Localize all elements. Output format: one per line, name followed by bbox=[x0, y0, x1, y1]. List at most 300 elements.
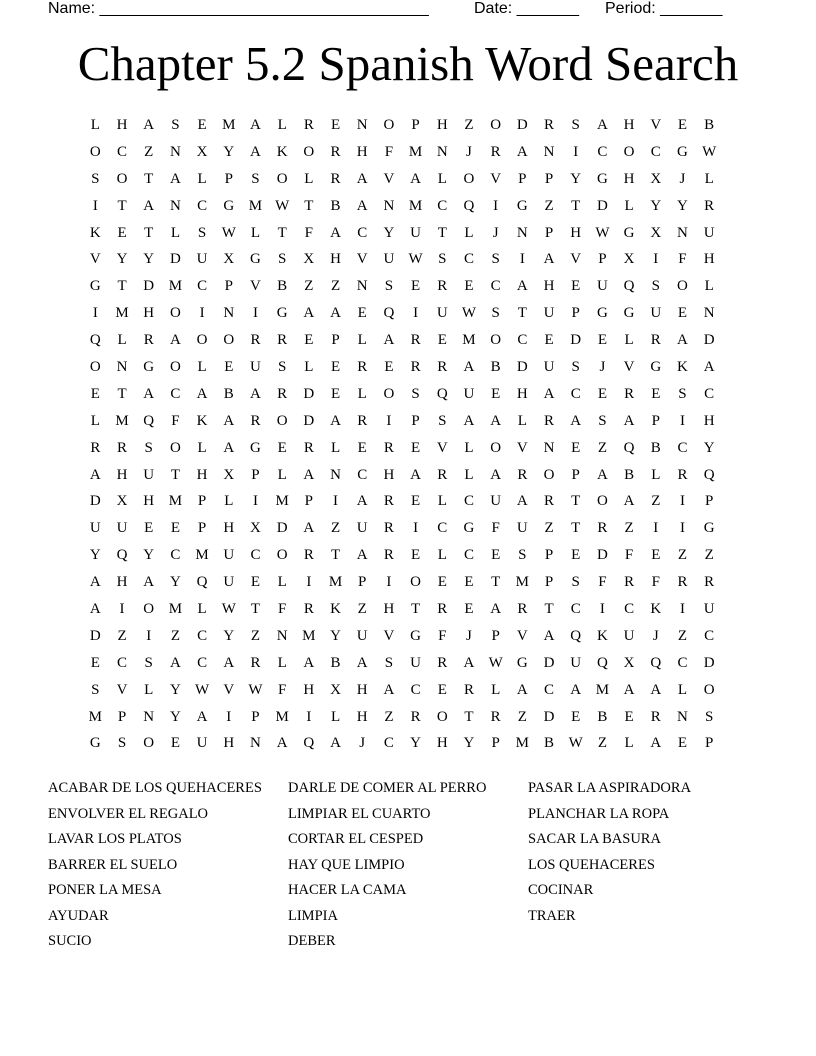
grid-letter: E bbox=[437, 574, 447, 591]
grid-letter: P bbox=[358, 574, 367, 591]
grid-letter: A bbox=[516, 493, 528, 510]
grid-letter: C bbox=[650, 143, 661, 160]
grid-letter: Y bbox=[89, 547, 101, 564]
grid-letter: Q bbox=[116, 547, 128, 564]
grid-letter: D bbox=[169, 251, 181, 268]
grid-letter: L bbox=[517, 412, 527, 429]
grid-letter: C bbox=[704, 385, 715, 402]
grid-letter: A bbox=[490, 600, 502, 617]
grid-letter: D bbox=[596, 547, 608, 564]
grid-letter: F bbox=[277, 681, 287, 698]
grid-letter: P bbox=[704, 735, 714, 752]
grid-letter: A bbox=[543, 251, 555, 268]
grid-letter: G bbox=[143, 358, 155, 375]
grid-letter: R bbox=[250, 332, 261, 349]
grid-letter: D bbox=[703, 332, 715, 349]
grid-letter: K bbox=[89, 224, 101, 241]
grid-letter: A bbox=[143, 197, 155, 214]
grid-letter: A bbox=[543, 385, 555, 402]
grid-letter: C bbox=[463, 493, 474, 510]
grid-letter: M bbox=[302, 627, 316, 644]
grid-letter: Q bbox=[383, 305, 395, 322]
grid-letter: B bbox=[650, 439, 661, 456]
date-field-label: Date: _______ bbox=[474, 0, 579, 17]
grid-letter: A bbox=[463, 412, 475, 429]
grid-letter: E bbox=[197, 116, 207, 133]
grid-letter: S bbox=[438, 251, 447, 268]
grid-letter: P bbox=[598, 251, 607, 268]
grid-letter: L bbox=[624, 197, 634, 214]
grid-letter: D bbox=[143, 278, 155, 295]
grid-letter: N bbox=[356, 116, 368, 133]
grid-letter: A bbox=[570, 412, 582, 429]
grid-letter: P bbox=[491, 627, 500, 644]
grid-letter: O bbox=[436, 708, 448, 725]
header-fields bbox=[48, 0, 748, 20]
grid-letter: D bbox=[570, 332, 582, 349]
grid-letter: S bbox=[197, 224, 207, 241]
grid-letter: Q bbox=[596, 654, 608, 671]
grid-letter: A bbox=[169, 170, 181, 187]
grid-letter: U bbox=[543, 358, 555, 375]
grid-letter: I bbox=[653, 251, 659, 268]
grid-letter: U bbox=[116, 520, 128, 537]
grid-letter: P bbox=[544, 224, 554, 241]
grid-letter: O bbox=[223, 332, 235, 349]
grid-letter: B bbox=[544, 735, 555, 752]
grid-letter: C bbox=[410, 681, 421, 698]
grid-letter: I bbox=[386, 412, 392, 429]
grid-letter: W bbox=[702, 143, 717, 160]
grid-letter: P bbox=[251, 708, 260, 725]
grid-letter: Z bbox=[250, 627, 261, 644]
grid-letter: S bbox=[384, 278, 394, 295]
grid-letter: U bbox=[196, 251, 208, 268]
grid-letter: O bbox=[490, 116, 502, 133]
grid-letter: L bbox=[277, 574, 287, 591]
grid-letter: P bbox=[704, 493, 714, 510]
grid-letter: U bbox=[570, 654, 582, 671]
grid-letter: B bbox=[330, 654, 341, 671]
grid-letter: E bbox=[491, 547, 501, 564]
grid-letter: E bbox=[677, 735, 688, 752]
grid-letter: E bbox=[464, 574, 474, 591]
grid-letter: N bbox=[703, 305, 715, 322]
grid-letter: K bbox=[677, 358, 688, 375]
grid-letter: X bbox=[223, 466, 235, 483]
grid-letter: I bbox=[653, 520, 659, 537]
grid-letter: U bbox=[356, 520, 368, 537]
grid-letter: L bbox=[704, 278, 714, 295]
grid-letter: S bbox=[411, 385, 420, 402]
grid-letter: M bbox=[275, 493, 289, 510]
grid-letter: C bbox=[197, 627, 208, 644]
grid-letter: R bbox=[410, 332, 421, 349]
grid-letter: T bbox=[250, 600, 261, 617]
grid-letter: N bbox=[276, 627, 288, 644]
grid-letter: R bbox=[250, 412, 261, 429]
grid-letter: C bbox=[517, 332, 528, 349]
grid-letter: R bbox=[624, 574, 635, 591]
grid-letter: S bbox=[91, 170, 100, 187]
grid-letter: I bbox=[119, 600, 125, 617]
grid-letter: P bbox=[651, 412, 660, 429]
grid-letter: A bbox=[196, 385, 208, 402]
grid-letter: I bbox=[199, 305, 205, 322]
grid-letter: B bbox=[490, 358, 501, 375]
grid-letter: A bbox=[516, 278, 528, 295]
grid-letter: Q bbox=[89, 332, 101, 349]
grid-letter: A bbox=[250, 116, 261, 133]
grid-letter: R bbox=[330, 143, 341, 160]
grid-letter: N bbox=[677, 224, 688, 241]
grid-letter: B bbox=[223, 385, 234, 402]
grid-letter: N bbox=[250, 735, 261, 752]
word-list-item: SUCIO bbox=[48, 933, 92, 949]
grid-letter: G bbox=[516, 197, 528, 214]
grid-letter: M bbox=[168, 600, 183, 617]
grid-letter: R bbox=[383, 520, 394, 537]
grid-letter: S bbox=[571, 574, 580, 591]
grid-letter: L bbox=[170, 224, 180, 241]
grid-letter: O bbox=[703, 681, 715, 698]
grid-letter: H bbox=[116, 574, 128, 591]
grid-letter: W bbox=[595, 224, 610, 241]
grid-letter: R bbox=[303, 547, 314, 564]
grid-letter: O bbox=[623, 143, 635, 160]
grid-letter: S bbox=[144, 654, 153, 671]
grid-letter: H bbox=[223, 520, 235, 537]
grid-letter: L bbox=[224, 493, 234, 510]
grid-letter: A bbox=[356, 197, 368, 214]
grid-letter: N bbox=[169, 197, 181, 214]
grid-letter: C bbox=[357, 466, 368, 483]
grid-letter: E bbox=[437, 332, 447, 349]
grid-letter: V bbox=[356, 251, 368, 268]
grid-letter: G bbox=[623, 305, 635, 322]
grid-letter: Q bbox=[703, 466, 715, 483]
grid-letter: U bbox=[516, 520, 528, 537]
word-list-item: BARRER EL SUELO bbox=[48, 856, 178, 873]
grid-letter: Y bbox=[383, 224, 395, 241]
grid-letter: G bbox=[596, 305, 608, 322]
grid-letter: Z bbox=[544, 520, 554, 537]
grid-letter: O bbox=[89, 143, 101, 160]
grid-letter: I bbox=[573, 143, 579, 160]
grid-letter: A bbox=[463, 358, 475, 375]
grid-letter: A bbox=[516, 143, 528, 160]
grid-letter: C bbox=[197, 197, 208, 214]
grid-letter: E bbox=[330, 385, 341, 402]
grid-letter: F bbox=[624, 547, 634, 564]
grid-letter: C bbox=[437, 520, 448, 537]
grid-letter: G bbox=[89, 278, 101, 295]
grid-letter: S bbox=[704, 708, 714, 725]
grid-letter: Z bbox=[597, 735, 607, 752]
grid-letter: F bbox=[438, 627, 447, 644]
grid-letter: I bbox=[386, 574, 392, 591]
grid-letter: C bbox=[677, 439, 688, 456]
grid-letter: E bbox=[224, 358, 234, 375]
grid-letter: O bbox=[276, 170, 288, 187]
grid-letter: L bbox=[304, 358, 314, 375]
grid-letter: U bbox=[356, 627, 368, 644]
grid-letter: J bbox=[652, 627, 659, 644]
grid-letter: L bbox=[277, 116, 287, 133]
grid-letter: H bbox=[356, 708, 368, 725]
grid-letter: I bbox=[306, 708, 312, 725]
grid-letter: G bbox=[650, 358, 662, 375]
grid-letter: K bbox=[276, 143, 288, 160]
grid-letter: P bbox=[224, 170, 233, 187]
grid-letter: R bbox=[490, 708, 501, 725]
grid-letter: Z bbox=[117, 627, 127, 644]
grid-letter: K bbox=[650, 600, 662, 617]
grid-letter: T bbox=[304, 197, 314, 214]
grid-letter: V bbox=[89, 251, 101, 268]
grid-letter: E bbox=[571, 278, 581, 295]
grid-letter: G bbox=[463, 520, 475, 537]
grid-letter: T bbox=[144, 170, 154, 187]
grid-letter: A bbox=[463, 654, 475, 671]
grid-letter: R bbox=[650, 708, 661, 725]
grid-letter: L bbox=[330, 708, 341, 725]
grid-letter: O bbox=[410, 574, 422, 591]
word-list-item: COCINAR bbox=[528, 882, 594, 898]
grid-letter: C bbox=[197, 654, 208, 671]
grid-letter: E bbox=[571, 547, 581, 564]
grid-letter: T bbox=[517, 305, 527, 322]
grid-letter: P bbox=[117, 708, 127, 725]
grid-letter: Y bbox=[650, 197, 662, 214]
grid-letter: L bbox=[304, 170, 314, 187]
grid-letter: T bbox=[571, 197, 581, 214]
grid-letter: I bbox=[679, 520, 685, 537]
grid-letter: G bbox=[703, 520, 715, 537]
page-title: Chapter 5.2 Spanish Word Search bbox=[77, 36, 739, 91]
grid-letter: Z bbox=[330, 278, 341, 295]
word-list-item: DEBER bbox=[288, 933, 336, 949]
grid-letter: U bbox=[703, 224, 715, 241]
grid-letter: M bbox=[408, 143, 423, 160]
grid-letter: I bbox=[146, 627, 152, 644]
grid-letter: C bbox=[357, 224, 368, 241]
grid-letter: R bbox=[544, 116, 555, 133]
grid-letter: L bbox=[704, 170, 714, 187]
grid-letter: C bbox=[597, 143, 608, 160]
grid-letter: S bbox=[598, 412, 607, 429]
grid-letter: L bbox=[464, 466, 474, 483]
grid-letter: G bbox=[223, 197, 235, 214]
word-list-item: PASAR LA ASPIRADORA bbox=[528, 780, 692, 796]
grid-letter: R bbox=[517, 600, 528, 617]
grid-letter: Y bbox=[677, 197, 688, 214]
grid-letter: E bbox=[384, 358, 394, 375]
word-list-item: ACABAR DE LOS QUEHACERES bbox=[48, 780, 262, 796]
grid-letter: A bbox=[623, 412, 635, 429]
grid-letter: Q bbox=[303, 735, 315, 752]
grid-letter: N bbox=[383, 197, 395, 214]
grid-letter: G bbox=[250, 439, 261, 456]
grid-letter: O bbox=[143, 600, 155, 617]
grid-letter: A bbox=[490, 466, 502, 483]
grid-letter: C bbox=[570, 600, 581, 617]
grid-letter: Y bbox=[169, 574, 181, 591]
grid-letter: A bbox=[356, 493, 368, 510]
grid-letter: R bbox=[597, 520, 608, 537]
grid-letter: V bbox=[383, 627, 395, 644]
grid-letter: M bbox=[515, 574, 530, 591]
grid-letter: Y bbox=[223, 627, 235, 644]
grid-letter: V bbox=[516, 439, 528, 456]
grid-letter: A bbox=[383, 332, 395, 349]
grid-letter: O bbox=[490, 332, 502, 349]
grid-letter: M bbox=[222, 116, 236, 133]
grid-letter: T bbox=[491, 574, 501, 591]
word-list-item: PLANCHAR LA ROPA bbox=[528, 805, 670, 822]
grid-letter: Q bbox=[570, 627, 582, 644]
grid-letter: P bbox=[197, 493, 207, 510]
grid-letter: I bbox=[679, 600, 685, 617]
word-list-item: HACER LA CAMA bbox=[288, 882, 407, 898]
grid-letter: Z bbox=[330, 520, 341, 537]
grid-letter: E bbox=[170, 520, 180, 537]
grid-letter: S bbox=[571, 116, 580, 133]
grid-letter: F bbox=[598, 574, 607, 591]
grid-letter: A bbox=[223, 654, 235, 671]
grid-letter: S bbox=[571, 358, 580, 375]
grid-letter: C bbox=[117, 143, 128, 160]
grid-letter: I bbox=[92, 305, 98, 322]
grid-letter: W bbox=[275, 197, 290, 214]
grid-letter: W bbox=[221, 224, 236, 241]
grid-letter: A bbox=[677, 332, 688, 349]
grid-letter: O bbox=[89, 358, 101, 375]
grid-letter: U bbox=[436, 305, 448, 322]
grid-letter: I bbox=[306, 574, 312, 591]
grid-letter: T bbox=[117, 385, 127, 402]
grid-letter: O bbox=[276, 547, 288, 564]
grid-letter: Z bbox=[597, 439, 607, 456]
grid-letter: H bbox=[543, 278, 555, 295]
grid-letter: L bbox=[90, 412, 100, 429]
grid-letter: U bbox=[650, 305, 662, 322]
grid-letter: A bbox=[143, 116, 155, 133]
word-list bbox=[48, 778, 788, 957]
grid-letter: M bbox=[462, 332, 476, 349]
grid-letter: D bbox=[303, 412, 315, 429]
grid-letter: W bbox=[221, 600, 236, 617]
grid-letter: F bbox=[304, 224, 314, 241]
grid-letter: N bbox=[116, 358, 128, 375]
grid-letter: M bbox=[595, 681, 610, 698]
grid-letter: E bbox=[357, 305, 367, 322]
grid-letter: C bbox=[570, 385, 581, 402]
grid-letter: Z bbox=[357, 600, 367, 617]
grid-letter: S bbox=[491, 305, 500, 322]
grid-letter: P bbox=[331, 332, 340, 349]
grid-letter: Z bbox=[704, 547, 714, 564]
grid-letter: R bbox=[544, 493, 555, 510]
grid-letter: C bbox=[437, 197, 448, 214]
grid-letter: Z bbox=[384, 708, 394, 725]
grid-letter: M bbox=[248, 197, 263, 214]
grid-letter: Y bbox=[169, 681, 181, 698]
grid-letter: H bbox=[143, 493, 155, 510]
grid-letter: G bbox=[596, 170, 608, 187]
grid-letter: A bbox=[303, 520, 315, 537]
grid-letter: Z bbox=[517, 708, 527, 725]
grid-letter: P bbox=[491, 735, 500, 752]
grid-letter: Y bbox=[330, 627, 341, 644]
grid-letter: J bbox=[466, 627, 472, 644]
grid-letter: R bbox=[277, 332, 288, 349]
grid-letter: M bbox=[115, 412, 129, 429]
grid-letter: H bbox=[143, 305, 155, 322]
grid-letter: O bbox=[490, 439, 502, 456]
grid-letter: I bbox=[519, 251, 525, 268]
grid-letter: Q bbox=[650, 654, 662, 671]
grid-letter: A bbox=[623, 493, 635, 510]
grid-letter: W bbox=[248, 681, 263, 698]
grid-letter: A bbox=[516, 681, 528, 698]
grid-letter: G bbox=[410, 627, 422, 644]
grid-letter: C bbox=[170, 547, 181, 564]
grid-letter: C bbox=[490, 278, 501, 295]
grid-letter: A bbox=[223, 439, 235, 456]
grid-letter: R bbox=[437, 358, 448, 375]
grid-letter: E bbox=[651, 385, 661, 402]
grid-letter: S bbox=[438, 412, 447, 429]
grid-letter: U bbox=[703, 600, 715, 617]
grid-letter: I bbox=[333, 493, 339, 510]
grid-letter: E bbox=[250, 574, 261, 591]
grid-letter: E bbox=[411, 547, 421, 564]
grid-letter: W bbox=[461, 305, 477, 322]
grid-letter: I bbox=[493, 197, 499, 214]
grid-letter: P bbox=[571, 305, 580, 322]
grid-letter: I bbox=[252, 493, 258, 510]
grid-letter: R bbox=[677, 466, 688, 483]
period-field-label: Period: _______ bbox=[605, 0, 723, 17]
grid-letter: A bbox=[303, 466, 315, 483]
grid-letter: S bbox=[678, 385, 687, 402]
grid-letter: X bbox=[116, 493, 128, 510]
grid-letter: R bbox=[437, 654, 448, 671]
grid-letter: V bbox=[223, 681, 235, 698]
grid-letter: R bbox=[463, 681, 474, 698]
name-field-label: Name: _____________________________________ bbox=[48, 0, 429, 17]
grid-letter: E bbox=[651, 547, 661, 564]
grid-letter: D bbox=[276, 520, 288, 537]
grid-letter: M bbox=[168, 278, 183, 295]
grid-letter: A bbox=[356, 654, 368, 671]
grid-letter: P bbox=[544, 170, 554, 187]
grid-letter: A bbox=[490, 412, 502, 429]
grid-letter: I bbox=[599, 600, 605, 617]
grid-letter: A bbox=[356, 547, 368, 564]
grid-letter: S bbox=[251, 170, 260, 187]
grid-letter: E bbox=[571, 708, 581, 725]
grid-letter: M bbox=[115, 305, 129, 322]
grid-letter: T bbox=[170, 466, 180, 483]
grid-letter: C bbox=[197, 278, 208, 295]
grid-letter: S bbox=[277, 358, 287, 375]
grid-letter: E bbox=[90, 654, 100, 671]
grid-letter: J bbox=[599, 358, 606, 375]
grid-letter: U bbox=[463, 385, 475, 402]
word-list-item: SACAR LA BASURA bbox=[528, 831, 661, 847]
